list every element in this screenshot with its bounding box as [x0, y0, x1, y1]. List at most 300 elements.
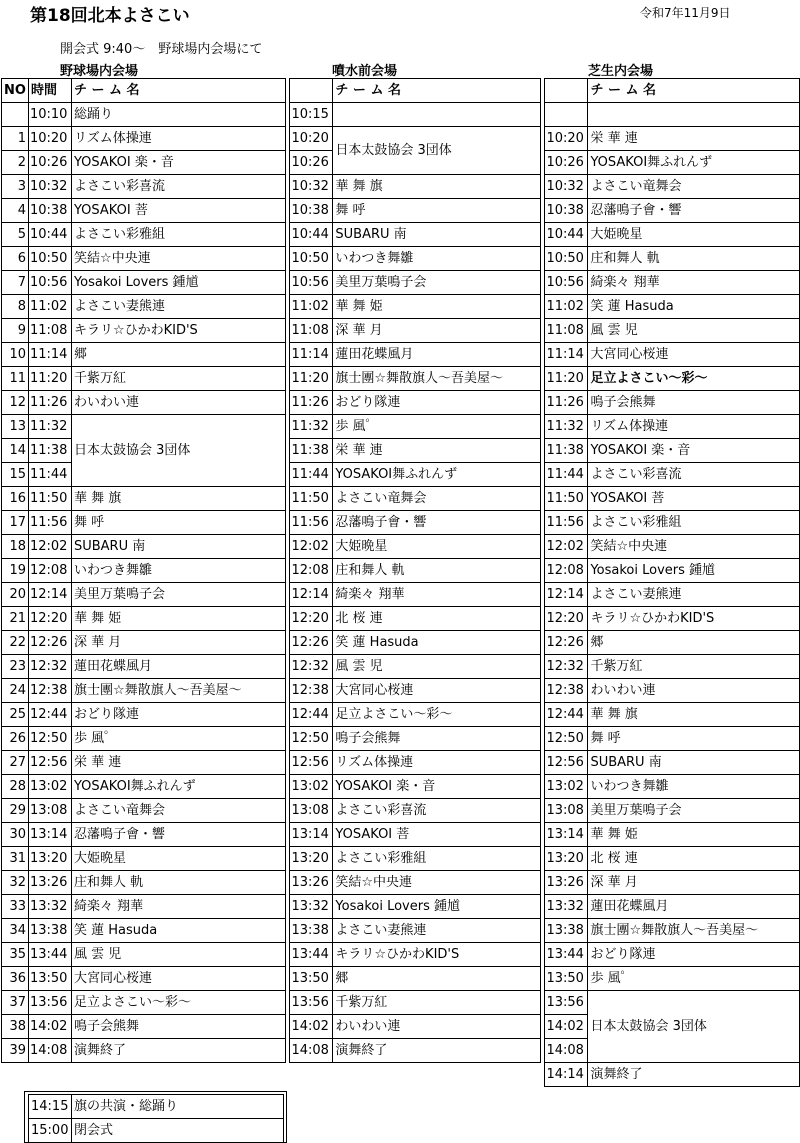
- time-cell: 13:56: [290, 991, 333, 1015]
- table-row: [2, 679, 800, 703]
- time-cell: 10:20: [28, 127, 71, 151]
- team-cell: YOSAKOI 菩: [588, 487, 800, 511]
- time-cell: 12:44: [545, 703, 588, 727]
- time-cell: 13:50: [545, 967, 588, 991]
- time-cell: 10:44: [545, 223, 588, 247]
- team-cell: 庄和舞人 軌: [71, 871, 285, 895]
- table-row: [2, 391, 800, 415]
- team-cell: よさこい彩雅組: [588, 511, 800, 535]
- team-cell: リズム体操連: [333, 751, 541, 775]
- time-cell: 13:44: [545, 943, 588, 967]
- row-number: 5: [2, 223, 29, 247]
- time-cell: 11:32: [290, 415, 333, 439]
- team-cell: よさこい彩雅組: [333, 847, 541, 871]
- team-cell: おどり隊連: [71, 703, 285, 727]
- team-cell: 足立よさこい～彩～: [588, 367, 800, 391]
- time-cell: 14:08: [290, 1039, 333, 1063]
- team-cell: 舞 呼: [71, 511, 285, 535]
- team-cell: 華 舞 旗: [333, 175, 541, 199]
- team-cell: Yosakoi Lovers 鍾馗: [71, 271, 285, 295]
- table-row: [2, 199, 800, 223]
- team-cell: SUBARU 南: [333, 223, 541, 247]
- team-cell: リズム体操連: [588, 415, 800, 439]
- team-cell: 深 華 月: [333, 319, 541, 343]
- top-row: [2, 103, 800, 127]
- time-cell: 14:02: [545, 1015, 588, 1039]
- team-cell: 風 雲 児: [71, 943, 285, 967]
- table-row: [2, 775, 800, 799]
- team-cell: 千紫万紅: [71, 367, 285, 391]
- table-row: [2, 415, 800, 439]
- time-cell: 11:38: [28, 439, 71, 463]
- team-cell: よさこい竜舞会: [588, 175, 800, 199]
- time-cell: 14:15: [29, 1095, 72, 1119]
- empty-cell: [290, 1063, 333, 1087]
- team-cell: 総踊り: [71, 103, 285, 127]
- team-cell: 大宮同心桜連: [333, 679, 541, 703]
- time-cell: [545, 103, 588, 127]
- table-row: [2, 295, 800, 319]
- row-number: 21: [2, 607, 29, 631]
- closing-row: [29, 1119, 284, 1143]
- time-cell: 10:50: [545, 247, 588, 271]
- team-cell: 美里万葉鳴子会: [588, 799, 800, 823]
- time-cell: 10:56: [28, 271, 71, 295]
- team-cell: YOSAKOI 菩: [333, 823, 541, 847]
- row-number: 31: [2, 847, 29, 871]
- table-row: [2, 319, 800, 343]
- time-cell: 14:02: [290, 1015, 333, 1039]
- time-cell: 11:44: [28, 463, 71, 487]
- team-cell: 鳴子会熊舞: [333, 727, 541, 751]
- time-cell: 12:56: [545, 751, 588, 775]
- team-cell: 華 舞 旗: [71, 487, 285, 511]
- team-cell: 北 桜 連: [333, 607, 541, 631]
- empty-cell: [333, 1063, 541, 1087]
- time-cell: 13:20: [545, 847, 588, 871]
- time-cell: 13:32: [290, 895, 333, 919]
- team-cell: 大宮同心桜連: [588, 343, 800, 367]
- no-header: NO: [2, 79, 29, 103]
- row-number: 9: [2, 319, 29, 343]
- time-cell: 12:32: [28, 655, 71, 679]
- team-cell: わいわい連: [333, 1015, 541, 1039]
- team-cell: 歩 風゜: [588, 967, 800, 991]
- time-cell: 13:02: [290, 775, 333, 799]
- time-cell: 13:14: [290, 823, 333, 847]
- team-cell: 笑結☆中央連: [333, 871, 541, 895]
- time-cell: 12:02: [290, 535, 333, 559]
- team-header: チ ー ム 名: [333, 79, 541, 103]
- team-cell: 足立よさこい～彩～: [333, 703, 541, 727]
- time-cell: 10:38: [290, 199, 333, 223]
- team-cell: 綺楽々 翔華: [588, 271, 800, 295]
- team-cell: [588, 103, 800, 127]
- time-cell: 13:44: [28, 943, 71, 967]
- time-cell: 13:56: [28, 991, 71, 1015]
- team-cell: わいわい連: [71, 391, 285, 415]
- time-cell: 10:38: [28, 199, 71, 223]
- team-cell: いわつき舞雛: [588, 775, 800, 799]
- team-cell: 笑 蓮 Hasuda: [333, 631, 541, 655]
- time-cell: 11:02: [28, 295, 71, 319]
- team-cell: 日本太鼓協会 3団体: [71, 415, 285, 487]
- team-cell: 美里万葉鳴子会: [71, 583, 285, 607]
- time-cell: 11:32: [545, 415, 588, 439]
- time-cell: 10:20: [545, 127, 588, 151]
- team-cell: YOSAKOI 菩: [71, 199, 285, 223]
- time-cell: 12:50: [545, 727, 588, 751]
- team-cell: 庄和舞人 軌: [588, 247, 800, 271]
- row-number: 24: [2, 679, 29, 703]
- row-number: 20: [2, 583, 29, 607]
- time-cell: 14:08: [545, 1039, 588, 1063]
- table-row: [2, 583, 800, 607]
- time-cell: 13:26: [290, 871, 333, 895]
- table-row: [2, 511, 800, 535]
- team-cell: よさこい竜舞会: [333, 487, 541, 511]
- team-cell: 歩 風゜: [333, 415, 541, 439]
- time-cell: 11:50: [28, 487, 71, 511]
- team-cell: 演舞終了: [333, 1039, 541, 1063]
- time-cell: 13:38: [28, 919, 71, 943]
- row-number: 18: [2, 535, 29, 559]
- time-cell: 13:26: [28, 871, 71, 895]
- table-row: [2, 367, 800, 391]
- team-cell: 歩 風゜: [71, 727, 285, 751]
- team-cell: SUBARU 南: [588, 751, 800, 775]
- closing-body: [29, 1095, 284, 1143]
- time-cell: 12:14: [545, 583, 588, 607]
- team-header: チ ー ム 名: [588, 79, 800, 103]
- team-cell: 郷: [71, 343, 285, 367]
- team-cell: 風 雲 児: [333, 655, 541, 679]
- team-cell: 笑 蓮 Hasuda: [588, 295, 800, 319]
- time-cell: 10:26: [28, 151, 71, 175]
- team-cell: YOSAKOI 楽・音: [333, 775, 541, 799]
- team-cell: 大宮同心桜連: [71, 967, 285, 991]
- row-number: 19: [2, 559, 29, 583]
- time-cell: 10:50: [290, 247, 333, 271]
- row-number: 10: [2, 343, 29, 367]
- row-number: 2: [2, 151, 29, 175]
- table-row: [2, 895, 800, 919]
- time-cell: 12:20: [290, 607, 333, 631]
- table-row: [2, 727, 800, 751]
- team-cell: いわつき舞雛: [71, 559, 285, 583]
- team-cell: 華 舞 姫: [333, 295, 541, 319]
- team-cell: よさこい妻熊連: [71, 295, 285, 319]
- team-cell: いわつき舞雛: [333, 247, 541, 271]
- time-cell: 11:14: [290, 343, 333, 367]
- time-cell: 14:02: [28, 1015, 71, 1039]
- time-cell: 13:14: [545, 823, 588, 847]
- team-cell: おどり隊連: [333, 391, 541, 415]
- venue-name-fountain: 噴水前会場: [332, 64, 398, 79]
- team-cell: 蓮田花蝶風月: [588, 895, 800, 919]
- time-cell: 12:08: [290, 559, 333, 583]
- team-cell: 綺楽々 翔華: [333, 583, 541, 607]
- team-cell: よさこい彩喜流: [588, 463, 800, 487]
- table-row: [2, 223, 800, 247]
- event-cell: 旗の共演・総踊り: [72, 1095, 284, 1119]
- time-cell: 11:38: [545, 439, 588, 463]
- time-cell: 12:44: [290, 703, 333, 727]
- team-cell: 郷: [333, 967, 541, 991]
- time-cell: 10:32: [545, 175, 588, 199]
- team-cell: わいわい連: [588, 679, 800, 703]
- time-cell: 14:08: [28, 1039, 71, 1063]
- team-cell: 旗士團☆舞散旗人～吾美屋～: [71, 679, 285, 703]
- time-cell: 12:32: [545, 655, 588, 679]
- venue-name-baseball: 野球場内会場: [60, 64, 139, 79]
- time-cell: 13:08: [28, 799, 71, 823]
- time-cell: 12:44: [28, 703, 71, 727]
- row-number: 7: [2, 271, 29, 295]
- team-cell: YOSAKOI舞ふれんず: [71, 775, 285, 799]
- empty-cell: [71, 1063, 285, 1087]
- time-cell: 13:20: [28, 847, 71, 871]
- team-cell: 旗士團☆舞散旗人～吾美屋～: [333, 367, 541, 391]
- time-cell: 12:38: [545, 679, 588, 703]
- team-cell: 大姫晩星: [71, 847, 285, 871]
- row-number: 27: [2, 751, 29, 775]
- time-cell: 11:02: [545, 295, 588, 319]
- team-cell: 日本太鼓協会 3団体: [333, 127, 541, 175]
- team-cell: 北 桜 連: [588, 847, 800, 871]
- team-cell: 華 舞 姫: [71, 607, 285, 631]
- table-row: [2, 991, 800, 1015]
- time-cell: 13:32: [28, 895, 71, 919]
- time-cell: 11:56: [545, 511, 588, 535]
- team-cell: 演舞終了: [71, 1039, 285, 1063]
- time-cell: 12:38: [28, 679, 71, 703]
- team-cell: 栄 華 連: [71, 751, 285, 775]
- team-cell: 華 舞 姫: [588, 823, 800, 847]
- team-cell: 綺楽々 翔華: [71, 895, 285, 919]
- team-cell: 鳴子会熊舞: [71, 1015, 285, 1039]
- team-cell: 深 華 月: [588, 871, 800, 895]
- row-number: 23: [2, 655, 29, 679]
- time-cell: 11:02: [290, 295, 333, 319]
- table-row: [2, 175, 800, 199]
- row-number: 33: [2, 895, 29, 919]
- time-cell: 11:08: [545, 319, 588, 343]
- team-cell: 庄和舞人 軌: [333, 559, 541, 583]
- time-cell: 10:26: [545, 151, 588, 175]
- team-cell: YOSAKOI 楽・音: [71, 151, 285, 175]
- row-number: 6: [2, 247, 29, 271]
- time-cell: 13:08: [545, 799, 588, 823]
- time-cell: 11:50: [545, 487, 588, 511]
- row-number: 22: [2, 631, 29, 655]
- table-row: [2, 655, 800, 679]
- time-cell: 11:20: [28, 367, 71, 391]
- team-cell: YOSAKOI舞ふれんず: [588, 151, 800, 175]
- team-cell: SUBARU 南: [71, 535, 285, 559]
- time-cell: 11:44: [545, 463, 588, 487]
- time-cell: 11:20: [290, 367, 333, 391]
- team-cell: よさこい彩喜流: [333, 799, 541, 823]
- time-cell: 12:38: [290, 679, 333, 703]
- header-row: [2, 79, 800, 103]
- time-cell: 12:14: [290, 583, 333, 607]
- time-cell: 13:56: [545, 991, 588, 1015]
- team-cell: 栄 華 連: [333, 439, 541, 463]
- team-cell: 美里万葉鳴子会: [333, 271, 541, 295]
- row-number: 28: [2, 775, 29, 799]
- row-number: 32: [2, 871, 29, 895]
- no-cell: [2, 103, 29, 127]
- row-number: 1: [2, 127, 29, 151]
- time-cell: 11:56: [28, 511, 71, 535]
- team-cell: よさこい竜舞会: [71, 799, 285, 823]
- row-number: 3: [2, 175, 29, 199]
- time-cell: 13:38: [290, 919, 333, 943]
- time-cell: 15:00: [29, 1119, 72, 1143]
- time-cell: 11:32: [28, 415, 71, 439]
- schedule-table: [1, 78, 800, 1087]
- time-cell: 10:26: [290, 151, 333, 175]
- time-cell: 11:44: [290, 463, 333, 487]
- team-cell: リズム体操連: [71, 127, 285, 151]
- time-cell: 12:14: [28, 583, 71, 607]
- empty-cell: [28, 1063, 71, 1087]
- team-cell: 演舞終了: [588, 1063, 800, 1087]
- table-row: [2, 535, 800, 559]
- team-cell: 忍藩鳴子會・響: [71, 823, 285, 847]
- time-header-empty: [545, 79, 588, 103]
- team-cell: 忍藩鳴子會・響: [333, 511, 541, 535]
- team-cell: 日本太鼓協会 3団体: [588, 991, 800, 1063]
- table-row: [2, 127, 800, 151]
- time-cell: 12:26: [290, 631, 333, 655]
- opening-note: 開会式 9:40～ 野球場内会場にて: [60, 42, 263, 57]
- time-cell: 12:56: [28, 751, 71, 775]
- team-cell: キラリ☆ひかわKID'S: [71, 319, 285, 343]
- time-cell: 11:08: [28, 319, 71, 343]
- time-cell: 12:50: [290, 727, 333, 751]
- team-cell: 風 雲 児: [588, 319, 800, 343]
- time-cell: 11:26: [28, 391, 71, 415]
- time-cell: 10:32: [290, 175, 333, 199]
- time-cell: 13:20: [290, 847, 333, 871]
- row-number: 34: [2, 919, 29, 943]
- time-cell: 14:14: [545, 1063, 588, 1087]
- time-cell: 13:50: [290, 967, 333, 991]
- closing-row: [29, 1095, 284, 1119]
- time-cell: 12:20: [28, 607, 71, 631]
- time-cell: 13:02: [545, 775, 588, 799]
- time-cell: 12:50: [28, 727, 71, 751]
- team-cell: 蓮田花蝶風月: [71, 655, 285, 679]
- row-number: 16: [2, 487, 29, 511]
- row-number: 29: [2, 799, 29, 823]
- time-cell: 10:44: [28, 223, 71, 247]
- table-row: [2, 703, 800, 727]
- time-cell: 12:32: [290, 655, 333, 679]
- row-number: 35: [2, 943, 29, 967]
- team-cell: キラリ☆ひかわKID'S: [588, 607, 800, 631]
- time-cell: 12:20: [545, 607, 588, 631]
- team-cell: 笑 蓮 Hasuda: [71, 919, 285, 943]
- team-cell: 足立よさこい～彩～: [71, 991, 285, 1015]
- row-number: 30: [2, 823, 29, 847]
- time-cell: 12:08: [28, 559, 71, 583]
- row-number: 14: [2, 439, 29, 463]
- time-cell: 10:15: [290, 103, 333, 127]
- row-number: 15: [2, 463, 29, 487]
- table-row: [2, 607, 800, 631]
- team-cell: 旗士團☆舞散旗人～吾美屋～: [588, 919, 800, 943]
- time-cell: 10:32: [28, 175, 71, 199]
- time-cell: 11:56: [290, 511, 333, 535]
- team-cell: Yosakoi Lovers 鍾馗: [333, 895, 541, 919]
- event-cell: 閉会式: [72, 1119, 284, 1143]
- table-row: [2, 487, 800, 511]
- time-cell: 10:38: [545, 199, 588, 223]
- team-cell: 舞 呼: [333, 199, 541, 223]
- time-cell: 10:50: [28, 247, 71, 271]
- row-number: 13: [2, 415, 29, 439]
- time-cell: 13:44: [290, 943, 333, 967]
- time-cell: 11:14: [28, 343, 71, 367]
- team-cell: 笑結☆中央連: [71, 247, 285, 271]
- event-date: 令和7年11月9日: [640, 6, 731, 20]
- team-cell: おどり隊連: [588, 943, 800, 967]
- team-cell: キラリ☆ひかわKID'S: [333, 943, 541, 967]
- time-cell: 13:50: [28, 967, 71, 991]
- table-row: [2, 847, 800, 871]
- table-row: [2, 247, 800, 271]
- team-cell: 千紫万紅: [588, 655, 800, 679]
- time-cell: 12:26: [545, 631, 588, 655]
- table-row: [2, 559, 800, 583]
- time-cell: 10:10: [28, 103, 71, 127]
- team-cell: YOSAKOI 楽・音: [588, 439, 800, 463]
- time-cell: 10:56: [545, 271, 588, 295]
- time-cell: 11:20: [545, 367, 588, 391]
- team-cell: 大姫晩星: [333, 535, 541, 559]
- page-title: 第18回北本よさこい: [30, 6, 190, 26]
- empty-cell: [2, 1063, 29, 1087]
- table-row: [2, 1063, 800, 1087]
- time-cell: 13:26: [545, 871, 588, 895]
- time-cell: 13:02: [28, 775, 71, 799]
- team-cell: 舞 呼: [588, 727, 800, 751]
- team-cell: よさこい妻熊連: [588, 583, 800, 607]
- time-cell: 11:26: [545, 391, 588, 415]
- table-row: [2, 631, 800, 655]
- time-cell: 11:26: [290, 391, 333, 415]
- team-cell: よさこい妻熊連: [333, 919, 541, 943]
- row-number: 36: [2, 967, 29, 991]
- table-row: [2, 751, 800, 775]
- team-cell: [333, 103, 541, 127]
- team-cell: よさこい彩喜流: [71, 175, 285, 199]
- time-cell: 13:32: [545, 895, 588, 919]
- time-header: 時間: [28, 79, 71, 103]
- table-row: [2, 967, 800, 991]
- time-cell: 11:14: [545, 343, 588, 367]
- time-cell: 12:02: [545, 535, 588, 559]
- team-cell: YOSAKOI舞ふれんず: [333, 463, 541, 487]
- table-row: [2, 823, 800, 847]
- team-cell: 忍藩鳴子會・響: [588, 199, 800, 223]
- table-row: [2, 919, 800, 943]
- time-cell: 10:44: [290, 223, 333, 247]
- table-row: [2, 343, 800, 367]
